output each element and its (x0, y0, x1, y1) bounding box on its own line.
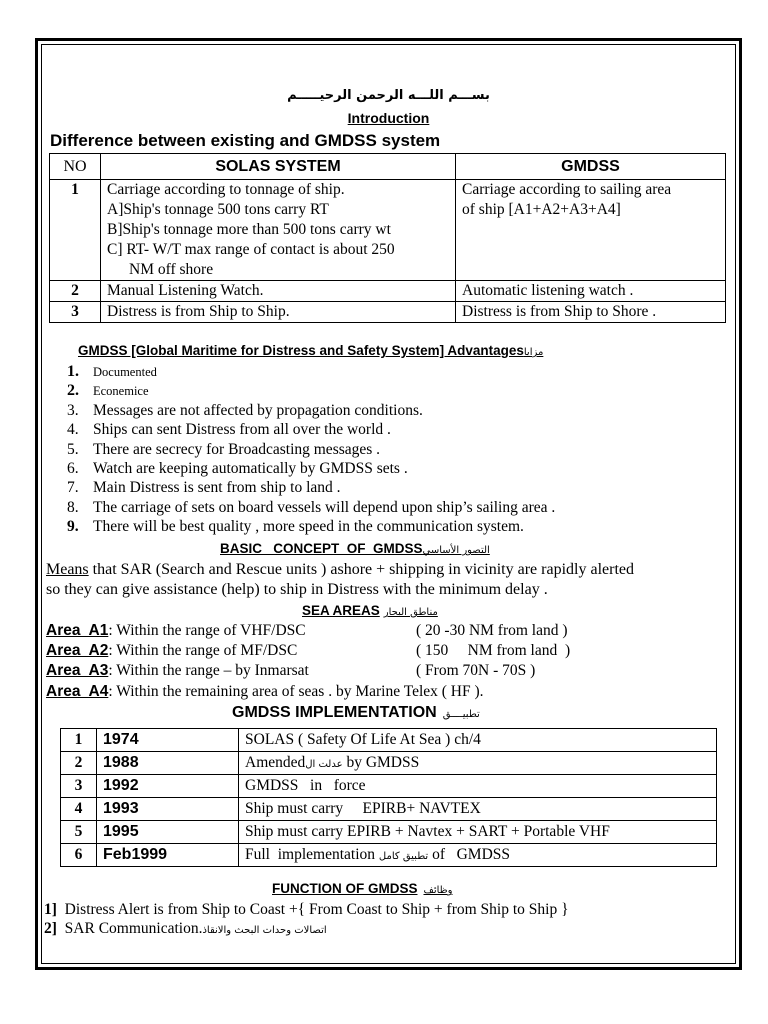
list-number: 4. (67, 421, 79, 439)
row-number: 2 (50, 281, 101, 302)
list-number: 1. (67, 363, 79, 380)
sea-area-label: Area A2 (46, 642, 109, 659)
function-number: 2] (44, 920, 57, 937)
list-item (67, 498, 555, 517)
basic-concept-heading-text: BASIC CONCEPT OF GMDSS (220, 541, 423, 556)
sea-area-text: : Within the range of MF/DSC (108, 642, 298, 659)
cell-line: C] RT- W/T max range of contact is about 250 (107, 241, 395, 258)
list-number: 5. (67, 440, 79, 458)
year-cell: 1993 (97, 798, 239, 821)
sea-area-text: : Within the range of VHF/DSC (108, 622, 306, 639)
list-number: 2. (67, 382, 79, 400)
basic-concept-text: that SAR (Search and Rescue units ) ashore + shipping in vicinity are rapidly alerted (88, 561, 634, 578)
desc-cell (239, 775, 717, 798)
table-row (50, 180, 726, 281)
list-number: 6. (67, 459, 79, 477)
desc-tail: of GMDSS (428, 846, 511, 863)
desc-arabic: تطبيق كامل (378, 851, 429, 862)
sea-areas-heading-arabic: مناطق البحار (383, 607, 438, 618)
list-item (67, 401, 555, 420)
list-text: There will be best quality , more speed in the communication system. (93, 518, 524, 536)
desc-tail: by GMDSS (342, 754, 420, 771)
cell-line: A]Ship's tonnage 500 tons carry RT (107, 201, 329, 218)
functions-heading-text: FUNCTION OF GMDSS (272, 881, 418, 896)
list-text: The carriage of sets on board vessels will depend upon ship’s sailing area . (93, 498, 556, 516)
list-item (67, 362, 555, 381)
sea-area-text: : Within the range – by Inmarsat (108, 662, 309, 679)
page-title: Difference between existing and GMDSS system (50, 131, 441, 150)
year-cell: 1974 (97, 729, 239, 752)
implementation-heading-text: GMDSS IMPLEMENTATION (232, 704, 437, 721)
list-text: Watch are keeping automatically by GMDSS sets . (93, 459, 408, 477)
year-cell: 1992 (97, 775, 239, 798)
sea-area-label: Area A4 (46, 683, 109, 700)
desc-cell (239, 729, 717, 752)
sea-area-text: : Within the remaining area of seas . by Marine Telex ( HF ). (108, 683, 484, 700)
table-row (61, 798, 717, 821)
sea-area-label: Area A1 (46, 622, 109, 639)
function-item (44, 920, 327, 938)
functions-heading (272, 881, 452, 896)
desc-cell (239, 821, 717, 844)
list-item (67, 440, 555, 459)
basic-concept-line2: so they can give assistance (help) to ship in Distress with the minimum delay . (46, 581, 548, 598)
row-number: 1 (50, 180, 101, 281)
list-text: Main Distress is sent from ship to land . (93, 479, 341, 497)
list-item (67, 517, 555, 536)
list-text: There are secrecy for Broadcasting messages . (93, 440, 381, 458)
basmala: بســـم اللـــه الرحمن الرحيـــــم (287, 88, 490, 103)
table-header-row (50, 154, 726, 180)
desc-text: Ship must carry EPIRB+ NAVTEX (245, 800, 481, 817)
function-text: Distress Alert is from Ship to Coast +{ From Coast to Ship + from Ship to Ship } (56, 901, 569, 918)
basic-concept-heading-arabic: التصور الأساسي (422, 545, 490, 556)
list-item (67, 459, 555, 478)
sea-area-row (46, 662, 309, 680)
col-no-header: NO (50, 154, 101, 180)
row-number: 5 (61, 821, 97, 844)
gmdss-cell (456, 180, 726, 281)
list-text: Messages are not affected by propagation conditions. (93, 401, 423, 419)
list-text: Econemice (93, 384, 149, 399)
gmdss-cell: Automatic listening watch . (456, 281, 726, 302)
desc-cell (239, 798, 717, 821)
implementation-heading (232, 704, 480, 722)
implementation-table (60, 728, 717, 867)
table-row (61, 752, 717, 775)
functions-heading-arabic: وظائف (423, 885, 453, 896)
desc-arabic: عدلت ال (305, 759, 343, 770)
table-row (50, 281, 726, 302)
sea-area-range: ( 150 NM from land ) (416, 642, 571, 659)
row-number: 4 (61, 798, 97, 821)
list-number: 7. (67, 479, 79, 497)
row-number: 3 (50, 302, 101, 323)
table-row (61, 729, 717, 752)
basic-concept-line1 (46, 561, 634, 579)
sea-area-row (46, 642, 297, 660)
solas-cell: Distress is from Ship to Ship. (101, 302, 456, 323)
sea-areas-heading (302, 603, 438, 618)
row-number: 3 (61, 775, 97, 798)
list-number: 9. (67, 518, 79, 536)
table-row (61, 821, 717, 844)
intro-heading: Introduction (347, 110, 430, 126)
col-solas-header: SOLAS SYSTEM (101, 154, 456, 180)
list-item (67, 381, 555, 400)
cell-line: B]Ship's tonnage more than 500 tons carry wt (107, 221, 391, 238)
row-number: 1 (61, 729, 97, 752)
year-cell: 1995 (97, 821, 239, 844)
function-arabic: اتصالات وحدات البحث والانقاذ (202, 925, 327, 936)
function-number: 1] (44, 901, 57, 918)
desc-text: Ship must carry EPIRB + Navtex + SART + Portable VHF (245, 823, 610, 840)
desc-text: GMDSS in force (245, 777, 366, 794)
sea-area-row (46, 622, 306, 640)
table-row (61, 844, 717, 867)
desc-text: Amended (245, 754, 306, 771)
row-number: 6 (61, 844, 97, 867)
table-row (50, 302, 726, 323)
sea-area-row (46, 683, 484, 701)
sea-area-range: ( From 70N - 70S ) (416, 662, 536, 679)
desc-cell (239, 752, 717, 775)
solas-cell: Manual Listening Watch. (101, 281, 456, 302)
list-number: 8. (67, 498, 79, 516)
gmdss-cell: Distress is from Ship to Shore . (456, 302, 726, 323)
sea-areas-heading-text: SEA AREAS (302, 603, 380, 618)
advantages-list (67, 362, 555, 537)
table-row (61, 775, 717, 798)
advantages-heading-text: GMDSS [Global Maritime for Distress and Safety System] Advantages (78, 343, 524, 358)
desc-text: Full implementation (245, 846, 379, 863)
list-text: Documented (93, 365, 157, 379)
advantages-heading-arabic: مزايا (523, 347, 544, 358)
list-item (67, 478, 555, 497)
col-gmdss-header: GMDSS (456, 154, 726, 180)
cell-line: Carriage according to sailing area (462, 181, 672, 198)
basic-concept-heading (220, 541, 490, 556)
sea-area-label: Area A3 (46, 662, 109, 679)
means-word: Means (46, 561, 89, 578)
cell-line: of ship [A1+A2+A3+A4] (462, 201, 621, 218)
cell-line: Carriage according to tonnage of ship. (107, 181, 345, 198)
sea-area-range: ( 20 -30 NM from land ) (416, 622, 568, 639)
desc-text: SOLAS ( Safety Of Life At Sea ) ch/4 (245, 731, 481, 748)
solas-cell (101, 180, 456, 281)
year-cell: Feb1999 (97, 844, 239, 867)
row-number: 2 (61, 752, 97, 775)
advantages-heading (78, 343, 543, 358)
list-item (67, 420, 555, 439)
function-item (44, 901, 569, 919)
desc-cell (239, 844, 717, 867)
cell-line: NM off shore (129, 261, 214, 278)
implementation-heading-arabic: تطبيــــق (442, 709, 480, 720)
comparison-table (49, 153, 726, 323)
year-cell: 1988 (97, 752, 239, 775)
list-number: 3. (67, 401, 79, 419)
function-text: SAR Communication. (56, 920, 203, 937)
list-text: Ships can sent Distress from all over the world . (93, 421, 391, 439)
